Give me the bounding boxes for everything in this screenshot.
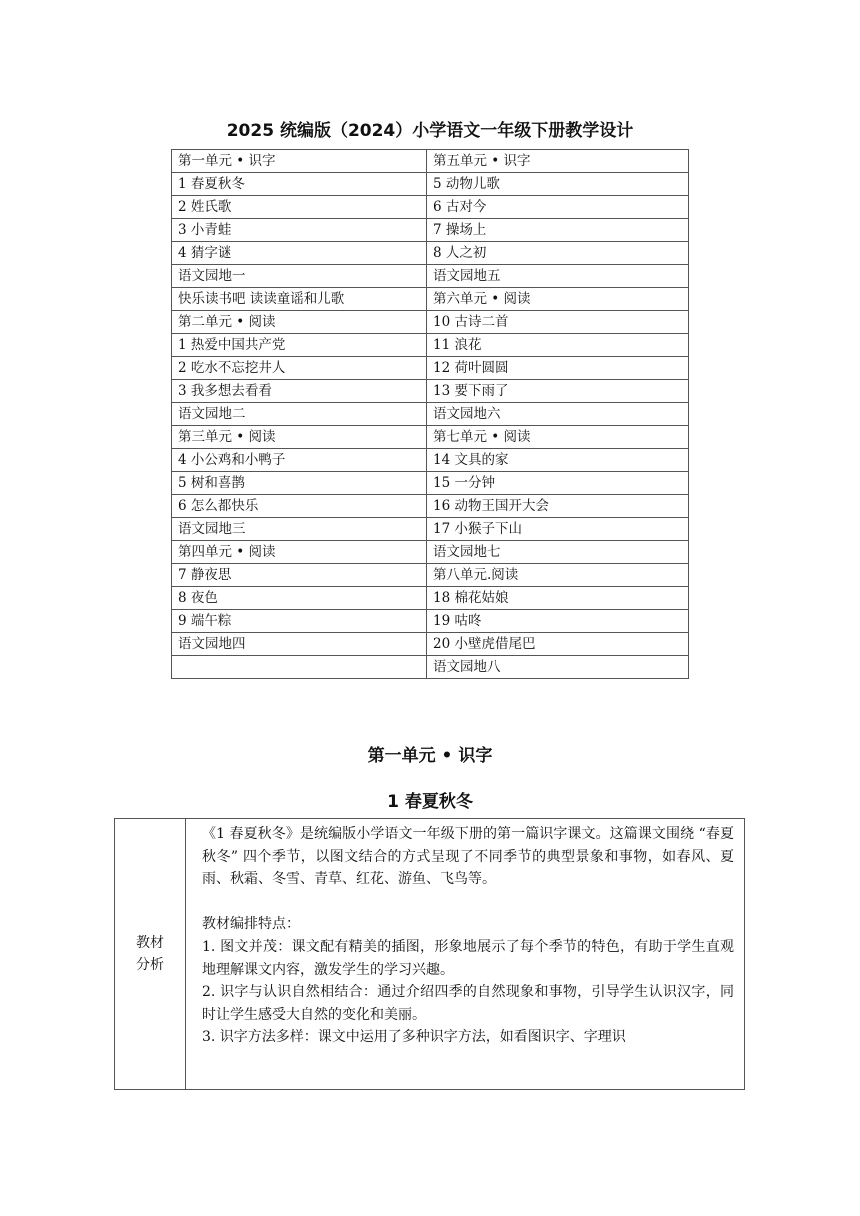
toc-cell-right: 14 文具的家 <box>427 449 689 472</box>
toc-cell-right: 第六单元 • 阅读 <box>427 288 689 311</box>
toc-cell-right: 语文园地五 <box>427 265 689 288</box>
toc-row <box>172 518 689 541</box>
toc-cell-right: 12 荷叶圆圆 <box>427 357 689 380</box>
analysis-row <box>115 819 745 1090</box>
toc-cell-right: 8 人之初 <box>427 242 689 265</box>
toc-cell-left: 快乐读书吧 读读童谣和儿歌 <box>172 288 427 311</box>
toc-cell-right: 语文园地六 <box>427 403 689 426</box>
toc-cell-right: 10 古诗二首 <box>427 311 689 334</box>
table-of-contents <box>171 149 689 679</box>
toc-cell-right: 17 小猴子下山 <box>427 518 689 541</box>
toc-cell-left: 1 热爱中国共产党 <box>172 334 427 357</box>
toc-cell-right: 第五单元 • 识字 <box>427 150 689 173</box>
feature-item-1: 1. 图文并茂：课文配有精美的插图，形象地展示了每个季节的特色，有助于学生直观地理解课文内容，激发学生的学习兴趣。 <box>202 938 734 978</box>
toc-cell-right: 6 古对今 <box>427 196 689 219</box>
toc-row <box>172 150 689 173</box>
analysis-label-line2: 分析 <box>136 957 164 973</box>
toc-cell-left: 5 树和喜鹊 <box>172 472 427 495</box>
toc-cell-left: 7 静夜思 <box>172 564 427 587</box>
document-title: 2025 统编版（2024）小学语文一年级下册教学设计 <box>226 121 634 141</box>
toc-cell-right: 13 要下雨了 <box>427 380 689 403</box>
toc-cell-right: 18 棉花姑娘 <box>427 587 689 610</box>
toc-cell-right: 7 操场上 <box>427 219 689 242</box>
toc-cell-right: 5 动物儿歌 <box>427 173 689 196</box>
toc-cell-left: 第二单元 • 阅读 <box>172 311 427 334</box>
toc-cell-left: 3 我多想去看看 <box>172 380 427 403</box>
analysis-body-cell <box>186 819 745 1090</box>
toc-cell-left: 9 端午粽 <box>172 610 427 633</box>
analysis-intro: 《1 春夏秋冬》是统编版小学语文一年级下册的第一篇识字课文。这篇课文围绕 “春夏秋冬” 四个季节，以图文结合的方式呈现了不同季节的典型景象和事物，如春风、夏雨、秋霜、冬雪、青草、红花、游鱼、飞鸟等。 <box>202 826 734 888</box>
toc-row <box>172 403 689 426</box>
toc-row <box>172 449 689 472</box>
toc-row <box>172 472 689 495</box>
toc-cell-left: 2 姓氏歌 <box>172 196 427 219</box>
analysis-label-line1: 教材 <box>136 935 164 951</box>
unit-heading: 第一单元 • 识字 <box>367 746 493 766</box>
toc-cell-left: 语文园地二 <box>172 403 427 426</box>
toc-cell-left <box>172 656 427 679</box>
toc-row <box>172 242 689 265</box>
toc-body <box>172 150 689 679</box>
feature-item-2: 2. 识字与认识自然相结合：通过介绍四季的自然现象和事物，引导学生认识汉字，同时让学生感受大自然的变化和美丽。 <box>202 984 734 1023</box>
feature-item-3: 3. 识字方法多样：课文中运用了多种识字方法，如看图识字、字理识 <box>202 1029 626 1046</box>
toc-row <box>172 495 689 518</box>
toc-row <box>172 610 689 633</box>
toc-cell-right: 第七单元 • 阅读 <box>427 426 689 449</box>
toc-cell-right: 11 浪花 <box>427 334 689 357</box>
toc-row <box>172 196 689 219</box>
toc-cell-left: 8 夜色 <box>172 587 427 610</box>
toc-row <box>172 334 689 357</box>
toc-cell-right: 15 一分钟 <box>427 472 689 495</box>
toc-cell-left: 4 小公鸡和小鸭子 <box>172 449 427 472</box>
toc-row <box>172 219 689 242</box>
toc-cell-left: 1 春夏秋冬 <box>172 173 427 196</box>
toc-row <box>172 633 689 656</box>
toc-cell-left: 语文园地一 <box>172 265 427 288</box>
toc-row <box>172 357 689 380</box>
analysis-table <box>114 818 745 1090</box>
toc-row <box>172 380 689 403</box>
toc-row <box>172 265 689 288</box>
toc-cell-left: 6 怎么都快乐 <box>172 495 427 518</box>
toc-row <box>172 656 689 679</box>
toc-cell-right: 第八单元.阅读 <box>427 564 689 587</box>
analysis-label-cell <box>115 819 186 1090</box>
toc-row <box>172 564 689 587</box>
toc-row <box>172 426 689 449</box>
toc-cell-right: 语文园地八 <box>427 656 689 679</box>
toc-row <box>172 541 689 564</box>
toc-cell-left: 语文园地四 <box>172 633 427 656</box>
lesson-heading: 1 春夏秋冬 <box>387 792 473 812</box>
paragraph-spacer <box>202 891 734 914</box>
toc-cell-left: 2 吃水不忘挖井人 <box>172 357 427 380</box>
toc-cell-left: 第一单元 • 识字 <box>172 150 427 173</box>
toc-cell-right: 语文园地七 <box>427 541 689 564</box>
toc-cell-left: 3 小青蛙 <box>172 219 427 242</box>
toc-row <box>172 587 689 610</box>
toc-cell-right: 19 咕咚 <box>427 610 689 633</box>
toc-cell-left: 第三单元 • 阅读 <box>172 426 427 449</box>
toc-cell-left: 语文园地三 <box>172 518 427 541</box>
toc-row <box>172 173 689 196</box>
toc-cell-right: 16 动物王国开大会 <box>427 495 689 518</box>
toc-cell-right: 20 小壁虎借尾巴 <box>427 633 689 656</box>
toc-cell-left: 第四单元 • 阅读 <box>172 541 427 564</box>
toc-row <box>172 311 689 334</box>
features-title: 教材编排特点： <box>202 916 300 933</box>
toc-cell-left: 4 猜字谜 <box>172 242 427 265</box>
toc-row <box>172 288 689 311</box>
